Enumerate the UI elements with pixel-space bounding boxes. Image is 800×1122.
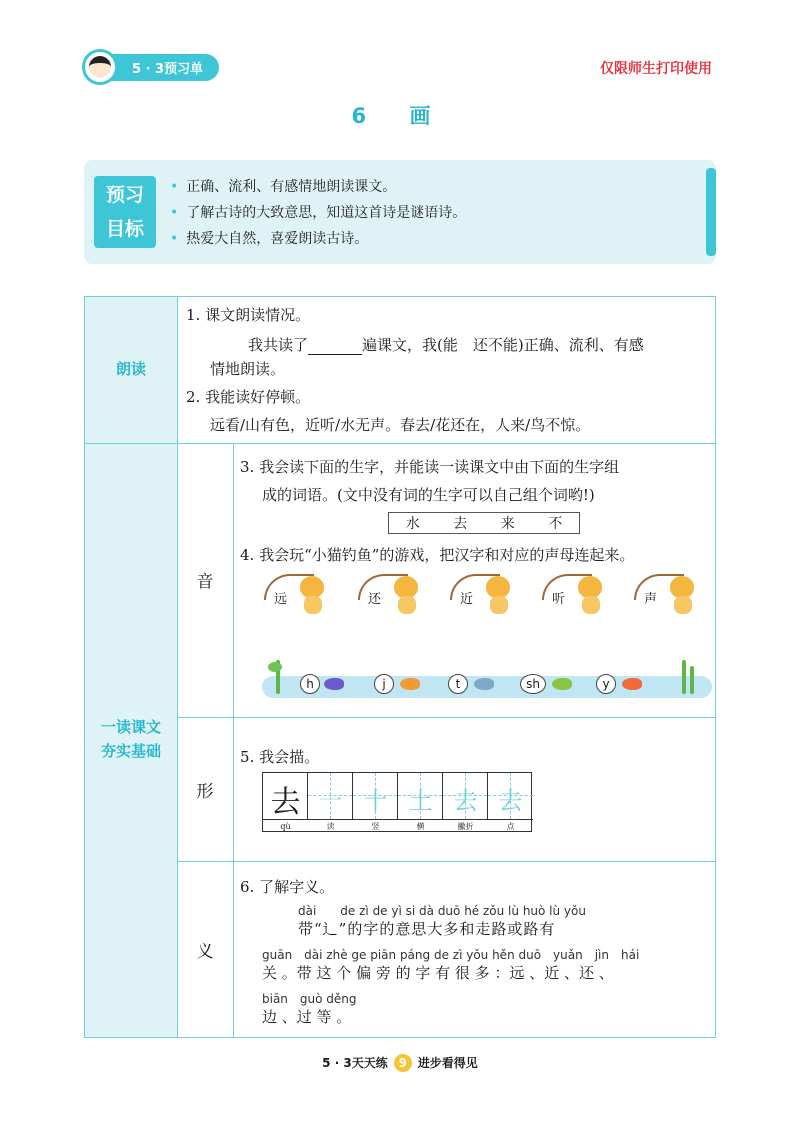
fish-pond bbox=[262, 660, 712, 704]
foundation-label-line2: 夯实基础 bbox=[100, 742, 161, 760]
q6-text-3: 边 、过 等 。 bbox=[262, 1008, 352, 1026]
footer-right: 进步看得见 bbox=[417, 1056, 478, 1070]
cat-char: 远 bbox=[274, 592, 288, 607]
goal-box bbox=[84, 160, 716, 264]
initial-bubble[interactable]: y bbox=[596, 674, 616, 694]
goal-item: • 了解古诗的大致意思，知道这首诗是谜语诗。 bbox=[184, 200, 466, 226]
q6-pinyin-3: biān guò děng bbox=[262, 992, 357, 1006]
q2-text: 远看/山有色，近听/水无声。春去/花还在，人来/鸟不惊。 bbox=[210, 416, 591, 434]
series-label: 5 · 3预习单 bbox=[96, 54, 219, 81]
restriction-note: 仅限师生打印使用 bbox=[600, 61, 712, 77]
trace-cell[interactable] bbox=[308, 773, 353, 819]
q1-line-b: 情地朗读。 bbox=[210, 360, 286, 378]
trace-label: qù bbox=[280, 822, 291, 831]
fish-icon bbox=[552, 678, 572, 690]
sound-label: 音 bbox=[196, 572, 214, 592]
q3-char: 水 bbox=[405, 516, 420, 532]
trace-label-row bbox=[263, 819, 533, 833]
goal-list bbox=[184, 174, 466, 252]
lesson-title: 6 画 bbox=[351, 104, 449, 128]
trace-stroke: 去 bbox=[453, 787, 478, 815]
q6-pinyin-2: guān dài zhè ge piān páng de zì yǒu hěn duō yuǎn jìn hái bbox=[262, 948, 640, 962]
trace-label: 撇折 bbox=[457, 822, 474, 831]
fish-icon bbox=[474, 678, 494, 690]
read-count-blank[interactable] bbox=[308, 341, 362, 355]
q6-text-2: 关 。带 这 个 偏 旁 的 字 有 很 多 ：远 、近 、还 、 bbox=[262, 964, 614, 982]
q1-after: 遍课文，我(能 还不能)正确、流利、有感 bbox=[362, 336, 644, 354]
foundation-side-label bbox=[85, 715, 177, 763]
shape-label: 形 bbox=[196, 782, 214, 802]
q3-char: 来 bbox=[500, 516, 515, 532]
q1-heading: 1. 课文朗读情况。 bbox=[186, 306, 311, 324]
trace-cell[interactable] bbox=[443, 773, 488, 819]
trace-label: 竖 bbox=[371, 822, 380, 831]
fish-icon bbox=[622, 678, 642, 690]
trace-stroke: 去 bbox=[498, 787, 523, 815]
table-left-column bbox=[85, 297, 177, 1037]
trace-cell[interactable] bbox=[398, 773, 443, 819]
q3-char: 不 bbox=[548, 516, 563, 532]
q2-heading: 2. 我能读好停顿。 bbox=[186, 388, 311, 406]
trace-label: 点 bbox=[506, 822, 515, 831]
q6-pinyin-1: dài de zì de yì si dà duō hé zǒu lù huò lù yǒu bbox=[298, 904, 586, 918]
cat-char: 近 bbox=[460, 592, 474, 607]
reed-icon bbox=[682, 660, 686, 694]
goal-label-line2: 目标 bbox=[105, 218, 144, 240]
trace-cell bbox=[263, 773, 308, 819]
cat-fishing-item[interactable] bbox=[260, 570, 336, 618]
cat-fishing-row bbox=[260, 570, 710, 618]
foundation-label-line1: 一读课文 bbox=[100, 718, 161, 736]
q1-before: 我共读了 bbox=[248, 336, 309, 354]
q3-char-box bbox=[388, 512, 580, 534]
mascot-avatar-icon bbox=[82, 49, 118, 85]
goal-item: • 热爱大自然，喜爱朗读古诗。 bbox=[184, 226, 466, 252]
cat-icon bbox=[578, 576, 602, 598]
page-footer bbox=[0, 1054, 800, 1072]
trace-stroke: 十 bbox=[363, 787, 388, 815]
trace-stroke: 一 bbox=[318, 787, 343, 815]
cat-fishing-item[interactable] bbox=[630, 570, 706, 618]
initial-bubble[interactable]: h bbox=[300, 674, 320, 694]
q4-heading: 4. 我会玩“小猫钓鱼”的游戏，把汉字和对应的声母连起来。 bbox=[240, 546, 635, 564]
meaning-label: 义 bbox=[196, 942, 214, 962]
cat-fishing-item[interactable] bbox=[538, 570, 614, 618]
cat-char: 声 bbox=[644, 592, 658, 607]
goal-item: • 正确、流利、有感情地朗读课文。 bbox=[184, 174, 466, 200]
q3-char: 去 bbox=[453, 516, 468, 532]
goal-label bbox=[94, 176, 156, 248]
cat-icon bbox=[670, 576, 694, 598]
cat-icon bbox=[300, 576, 324, 598]
series-badge bbox=[82, 50, 219, 84]
cat-icon bbox=[394, 576, 418, 598]
reading-side-label: 朗读 bbox=[115, 360, 146, 378]
q5-heading: 5. 我会描。 bbox=[240, 748, 320, 766]
initial-bubble[interactable]: sh bbox=[520, 674, 546, 694]
tracing-grid bbox=[262, 772, 532, 832]
trace-label: 横 bbox=[416, 822, 425, 831]
trace-stroke: 土 bbox=[408, 787, 433, 815]
q3-line2: 成的词语。(文中没有词的生字可以自己组个词哟!) bbox=[262, 486, 595, 504]
q1-line-a bbox=[248, 334, 644, 355]
trace-cell[interactable] bbox=[488, 773, 533, 819]
q3-line1: 3. 我会读下面的生字，并能读一读课文中由下面的生字组 bbox=[240, 458, 620, 476]
cat-fishing-item[interactable] bbox=[354, 570, 430, 618]
cat-icon bbox=[486, 576, 510, 598]
q6-text-1: 带“辶”的字的意思大多和走路或路有 bbox=[298, 920, 556, 938]
goal-edge-bar bbox=[706, 168, 716, 256]
initial-bubble[interactable]: t bbox=[448, 674, 468, 694]
initial-bubble[interactable]: j bbox=[374, 674, 394, 694]
trace-model-char: 去 bbox=[270, 785, 301, 820]
q6-heading: 6. 了解字义。 bbox=[240, 878, 335, 896]
footer-left: 5 · 3天天练 bbox=[322, 1056, 388, 1070]
trace-label: 读 bbox=[326, 822, 335, 831]
cat-char: 还 bbox=[368, 592, 382, 607]
goal-label-line1: 预习 bbox=[105, 184, 144, 206]
fish-icon bbox=[400, 678, 420, 690]
cat-char: 听 bbox=[552, 592, 566, 607]
page-number: 9 bbox=[394, 1054, 412, 1072]
trace-cell[interactable] bbox=[353, 773, 398, 819]
cat-fishing-item[interactable] bbox=[446, 570, 522, 618]
fish-icon bbox=[324, 678, 344, 690]
